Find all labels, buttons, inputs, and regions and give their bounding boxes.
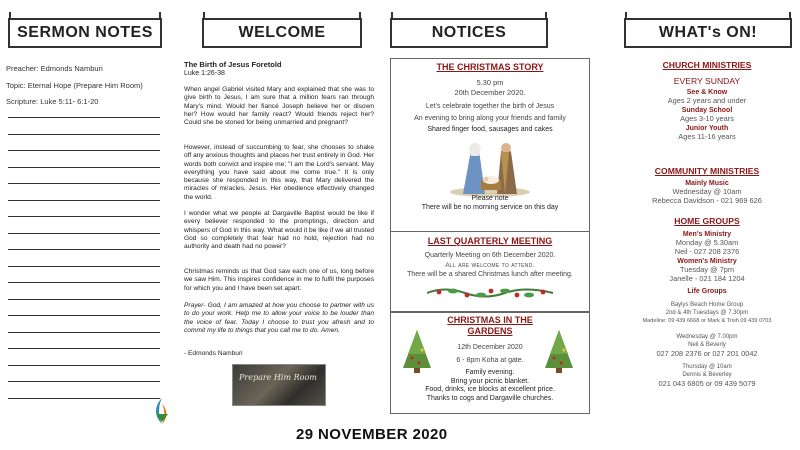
- topic-label: Topic:: [6, 81, 26, 90]
- gardens-line-3: Food, drinks, ice blocks at excellent price.: [425, 386, 555, 394]
- heading-tick: [159, 12, 161, 20]
- welcome-paragraph-2: However, instead of succumbing to fear, she chooses to shake off any anxious thoughts and places her trust entirely in God. Her words both convict and inspire me; "I am the Lord's servant. May everything you have said about me come true." It is only because she responded in this way, that Mary delivered the miracles of miracles, Jesus. Her obedience effectively changed the world.: [184, 144, 374, 201]
- life-group-2-leaders: Neil & Beverly: [688, 342, 726, 348]
- every-sunday: EVERY SUNDAY: [673, 76, 741, 86]
- christmas-tree-icon: [400, 328, 434, 374]
- story-date: 20th December 2020.: [454, 87, 526, 97]
- heading-tick: [545, 12, 547, 20]
- welcome-paragraph-1: When angel Gabriel visited Mary and explained that she was to give birth to Jesus, I am sure that a million fears ran through Mary's mind. Would her fiancé Joseph believe her or disown her? How would her family react? Would friends reject her? Could she be stoned for being unmarried and pregnant?: [184, 86, 374, 127]
- church-ministries-title: CHURCH MINISTRIES: [662, 60, 752, 70]
- heading-tick: [391, 12, 393, 20]
- gardens-line-2: Bring your picnic blanket.: [450, 377, 530, 385]
- heading-tick: [789, 12, 791, 20]
- welcome-title: The Birth of Jesus Foretold: [184, 60, 282, 69]
- life-group-3-contact: 021 043 6805 or 09 439 5079: [658, 379, 756, 388]
- note-line: [8, 233, 160, 234]
- note-line: [8, 266, 160, 267]
- note-line: [8, 117, 160, 118]
- story-line-1: Let's celebrate together the birth of Jesus: [425, 103, 555, 110]
- quarterly-line-3: There will be a shared Christmas lunch after meeting.: [407, 271, 573, 278]
- womens-time: Tuesday @ 7pm: [679, 265, 735, 274]
- scripture-line: [6, 97, 98, 106]
- junior-youth-ages: Ages 11-16 years: [678, 132, 736, 141]
- heading-tick: [359, 12, 361, 20]
- mainly-music-time: Wednesday @ 10am: [672, 187, 742, 196]
- preacher-line: [6, 64, 103, 73]
- church-ministries: [622, 60, 792, 141]
- home-groups: [622, 216, 792, 388]
- womens-ministry: Women's Ministry: [677, 258, 737, 265]
- note-line: [8, 398, 160, 399]
- life-group-1-time: 2nd & 4th Tuesdays @ 7.30pm: [665, 310, 749, 316]
- heading-tick: [203, 12, 205, 20]
- gardens-time: 6 - 8pm Koha at gate.: [456, 356, 524, 364]
- christmas-story-title: THE CHRISTMAS STORY: [436, 62, 544, 72]
- nativity-scene-icon: [445, 136, 535, 198]
- topic-value: Eternal Hope (Prepare Him Room): [27, 81, 143, 90]
- note-line: [8, 381, 160, 382]
- welcome-paragraph-4: Christmas reminds us that God saw each one of us, long before we saw Him. This inspires confidence in me to fulfil the purposes for which you and I have been set apart.: [184, 268, 374, 292]
- mens-time: Monday @ 5.30am: [675, 238, 739, 247]
- preacher-label: Preacher:: [6, 64, 39, 73]
- mens-ministry: Men's Ministry: [682, 231, 732, 238]
- note-line: [8, 332, 160, 333]
- christmas-tree-icon: [542, 328, 576, 374]
- gardens-title-1: CHRISTMAS IN THE: [447, 315, 533, 325]
- story-line-3: Shared finger food, sausages and cakes: [427, 126, 553, 133]
- whats-on-heading: WHAT's ON!: [624, 18, 792, 48]
- welcome-prayer: Prayer- God, I am amazed at how you choose to partner with us to do your work. Help me to allow your voice to be louder than the voice of fear. Today I choose to trust you afresh and to commit my life to things that you call me to do. Amen.: [184, 302, 374, 334]
- note-line: [8, 216, 160, 217]
- see-know: See & Know: [686, 89, 728, 96]
- see-know-ages: Ages 2 years and under: [667, 96, 747, 105]
- quarterly-title: LAST QUARTERLY MEETING: [427, 236, 553, 246]
- church-logo-icon: [150, 396, 174, 426]
- welcome-reference: Luke 1:26-38: [184, 70, 225, 77]
- image-caption: Prepare Him Room: [239, 373, 317, 382]
- heading-tick: [625, 12, 627, 20]
- story-note-label: Please note: [471, 194, 509, 202]
- holly-garland-icon: [425, 286, 555, 300]
- gardens-title-2: GARDENS: [467, 326, 513, 336]
- womens-contact: Janelle - 021 184 1204: [669, 274, 745, 283]
- sunday-school: Sunday School: [681, 107, 733, 114]
- note-line: [8, 167, 160, 168]
- mens-contact: Neil - 027 208 2376: [674, 247, 740, 256]
- note-line: [8, 134, 160, 135]
- note-line: [8, 183, 160, 184]
- note-line: [8, 282, 160, 283]
- christmas-story-box: [390, 58, 590, 232]
- story-note: There will be no morning service on this day: [421, 204, 559, 211]
- note-line: [8, 315, 160, 316]
- life-group-2-time: Wednesday @ 7.00pm: [676, 334, 738, 340]
- life-group-1-contact: Madeline: 09 439 6668 or Mark & Trish 09 439 0703: [642, 318, 772, 324]
- scripture-value: Luke 5:11- 6:1-20: [40, 97, 99, 106]
- mainly-music: Mainly Music: [685, 180, 729, 187]
- preacher-name: Edmonds Namburi: [40, 64, 103, 73]
- note-line: [8, 348, 160, 349]
- welcome-paragraph-3: I wonder what we people at Dargaville Baptist would be like if every believer responded to the promptings, direction and whispers of God in this way. What would it be like if we all trusted God so completely that fear had no hold, rejection had no authority and death had no power?: [184, 210, 374, 251]
- note-line: [8, 299, 160, 300]
- home-groups-title: HOME GROUPS: [674, 216, 740, 226]
- junior-youth: Junior Youth: [685, 125, 729, 132]
- mainly-music-contact: Rebecca Davidson - 021 969 626: [652, 196, 762, 205]
- topic-line: [6, 81, 143, 90]
- heading-tick: [9, 12, 11, 20]
- story-time: 5.30 pm: [476, 78, 504, 87]
- prepare-him-room-image: [232, 364, 326, 406]
- sermon-notes-heading: SERMON NOTES: [8, 18, 162, 48]
- welcome-heading: WELCOME: [202, 18, 362, 48]
- note-line: [8, 249, 160, 250]
- life-groups: Life Groups: [687, 288, 727, 295]
- bulletin-date: 29 NOVEMBER 2020: [296, 426, 448, 443]
- notices-heading: NOTICES: [390, 18, 548, 48]
- quarterly-line-2: All are welcome to attend.: [445, 261, 535, 269]
- life-group-2-contact: 027 208 2376 or 027 201 0042: [656, 349, 758, 358]
- story-line-2: An evening to bring along your friends and family: [414, 114, 566, 122]
- note-line: [8, 200, 160, 201]
- quarterly-line-1: Quarterly Meeting on 6th December 2020.: [424, 252, 556, 259]
- life-group-1-name: Baylys Beach Home Group: [670, 302, 744, 308]
- welcome-signoff: - Edmonds Namburi: [184, 350, 243, 357]
- note-line: [8, 150, 160, 151]
- note-line: [8, 365, 160, 366]
- quarterly-meeting-box: [390, 231, 590, 312]
- sunday-school-ages: Ages 3-10 years: [680, 114, 734, 123]
- life-group-3-leaders: Dennis & Beverley: [682, 372, 732, 378]
- gardens-line-4: Thanks to cogs and Dargaville churches.: [426, 394, 554, 402]
- scripture-label: Scripture:: [6, 97, 39, 106]
- life-group-3-time: Thursday @ 10am: [682, 364, 732, 370]
- community-ministries: [622, 166, 792, 205]
- gardens-date: 12th December 2020: [457, 344, 523, 351]
- community-ministries-title: COMMUNITY MINISTRIES: [654, 166, 760, 176]
- gardens-line-1: Family evening.: [465, 369, 515, 376]
